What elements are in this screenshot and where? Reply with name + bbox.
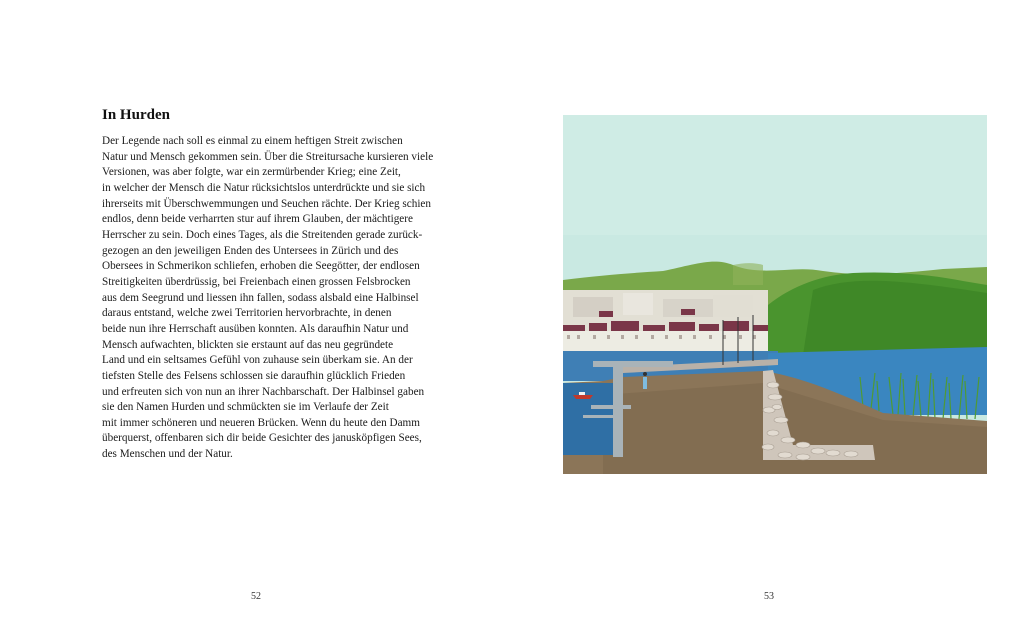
text-line: sie den Namen Hurden und schmückten sie im Verlaufe der Zeit [102, 401, 389, 414]
page-number-left: 52 [251, 591, 261, 602]
text-line: in welcher der Mensch die Natur rücksichtslos unterdrückte und sie sich [102, 181, 426, 194]
text-line: Mensch aufwachten, blickten sie erstaunt auf das neu gegründete [102, 338, 394, 351]
text-line: und erfreuten sich von nun an ihrer Nachbarschaft. Der Halbinsel gaben [102, 385, 425, 398]
text-line: des Menschen und der Natur. [102, 448, 233, 461]
town [563, 290, 768, 351]
page-number-right: 53 [764, 591, 774, 602]
text-line: Obersees in Schmerikon schliefen, erhoben die Seegötter, der endlosen [102, 260, 420, 273]
text-line: Herrscher zu sein. Doch eines Tages, als die Streitenden gerade zurück- [102, 228, 423, 241]
right-page [512, 0, 1024, 640]
hurden-illustration [563, 115, 987, 474]
story-text [102, 134, 472, 463]
text-line: tiefsten Stelle des Felsens schlossen sie daraufhin glücklich Frieden [102, 369, 406, 382]
text-line: Land und ein seltsames Gefühl von zuhause sein überkam sie. An der [102, 354, 413, 367]
text-line: Versionen, was aber folgte, war ein zermürbender Krieg; eine Zeit, [102, 166, 401, 179]
chapter-heading: In Hurden [102, 107, 170, 123]
text-line: mit immer schöneren und neueren Brücken. Wenn du heute den Damm [102, 416, 420, 429]
text-line: gezogen an den jeweiligen Enden des Untersees in Zürich und des [102, 244, 399, 257]
text-line: überquerst, offenbaren sich dir beide Gesichter des janusköpfigen Sees, [102, 432, 422, 445]
text-line: ihrerseits mit Überschwemmungen und Seuchen rächte. Der Krieg schien [102, 197, 431, 210]
text-line: Natur und Mensch gekommen sein. Über die Streitursache kursieren viele [102, 150, 434, 163]
text-line: Streitigkeiten überdrüssig, bei Freienbach einen grossen Felsbrocken [102, 275, 411, 288]
text-line: aus dem Seegrund und liessen ihn fallen, sodass alsbald eine Halbinsel [102, 291, 419, 304]
text-line: Der Legende nach soll es einmal zu einem heftigen Streit zwischen [102, 135, 403, 147]
text-line: daraus entstand, welche zwei Territorien hervorbrachte, in denen [102, 307, 392, 320]
text-line: beide nun ihre Herrschaft ausüben konnten. Als daraufhin Natur und [102, 322, 409, 335]
text-line: endlos, denn beide verharrten stur auf ihrem Glauben, der mächtigere [102, 213, 413, 226]
